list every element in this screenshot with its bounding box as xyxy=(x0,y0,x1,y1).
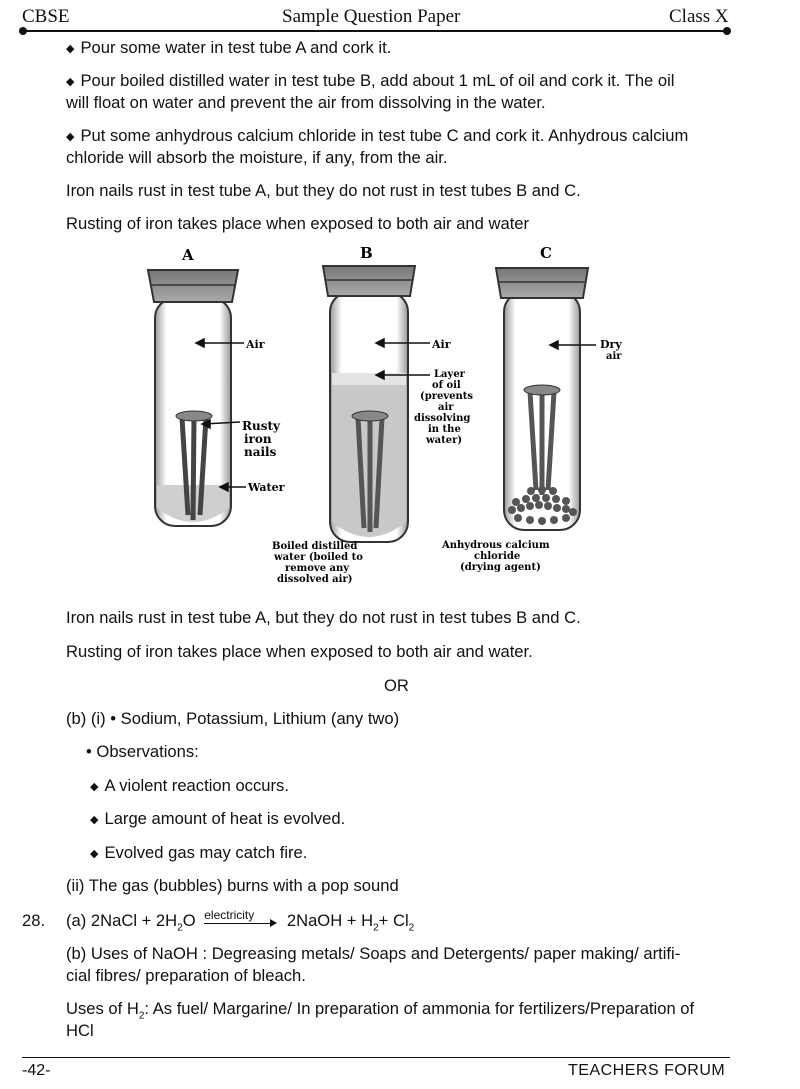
observation-1: ◆ A violent reaction occurs. xyxy=(90,775,289,799)
reaction-arrow xyxy=(204,908,278,926)
step-2-line2: will float on water and prevent the air from dissolving in the water. xyxy=(66,93,546,112)
page-number: -42- xyxy=(22,1062,51,1079)
dry-air-label-2: air xyxy=(606,351,622,362)
iron-label: iron xyxy=(244,432,272,446)
step-3-line2: chloride will absorb the moisture, if any, from the air. xyxy=(66,148,448,167)
equation-reactants: (a) 2NaCl + 2H xyxy=(66,911,178,930)
footer-rule xyxy=(22,1057,730,1058)
dry-air-label-1: Dry xyxy=(600,338,622,351)
tube-a-label: A xyxy=(182,246,194,264)
oil-label-7: water) xyxy=(426,435,463,446)
air-b-label: Air xyxy=(432,338,451,351)
boiled-label-3: remove any xyxy=(285,563,350,574)
air-a-label: Air xyxy=(246,338,265,351)
test-tube-b xyxy=(323,266,415,542)
header-rule xyxy=(22,30,728,32)
header-right: Class X xyxy=(669,6,729,27)
boiled-label-1: Boiled distilled xyxy=(272,541,358,552)
rule-dot-right xyxy=(723,27,731,35)
boiled-label-2: water (boiled to xyxy=(274,552,363,563)
header-title: Sample Question Paper xyxy=(282,6,461,27)
observation-2: ◆ Large amount of heat is evolved. xyxy=(90,808,345,832)
oil-label-1: Layer xyxy=(434,369,465,380)
tube-b-label: B xyxy=(360,244,373,262)
tube-c-label: C xyxy=(540,244,552,262)
anhydrous-label-2: chloride xyxy=(474,551,521,562)
header-left: CBSE xyxy=(22,6,70,27)
nails-label: nails xyxy=(244,445,277,459)
oil-label-2: of oil xyxy=(432,380,461,391)
conclusion-1: Iron nails rust in test tube A, but they do not rust in test tubes B and C. xyxy=(66,181,581,200)
footer-publisher: TEACHERS FORUM xyxy=(568,1062,726,1079)
anhydrous-label-1: Anhydrous calcium xyxy=(442,540,550,551)
equation-products: 2NaOH + H xyxy=(286,911,374,930)
question-number-28: 28. xyxy=(22,911,46,930)
or-label: OR xyxy=(384,676,409,695)
oil-label-3: (prevents xyxy=(420,391,474,402)
part-b-i: (b) (i) • Sodium, Potassium, Lithium (any two) xyxy=(66,709,400,728)
step-3-line1: ◆ Put some anhydrous calcium chloride in test tube C and cork it. Anhydrous calcium xyxy=(66,125,688,149)
h2-uses: Uses of $H_2$: As fuel/ Margarine/ In preparation of ammonia for fertilizers/Preparation of xyxy=(66,999,695,1022)
conclusion-3: Iron nails rust in test tube A, but they do not rust in test tubes B and C. xyxy=(66,608,581,627)
observation-3: ◆ Evolved gas may catch fire. xyxy=(90,842,307,866)
arrow-label: electricity xyxy=(204,908,255,922)
naoh-uses-line2: cial fibres/ preparation of bleach. xyxy=(66,966,306,985)
oil-label-5: dissolving xyxy=(414,413,471,424)
step-1: ◆ Pour some water in test tube A and cork it. xyxy=(66,37,391,61)
oil-label-6: in the xyxy=(428,424,461,435)
anhydrous-label-3: (drying agent) xyxy=(460,562,541,573)
rusting-experiment-figure xyxy=(140,240,640,590)
observations-heading: • Observations: xyxy=(86,742,199,761)
boiled-label-4: dissolved air) xyxy=(277,574,353,585)
naoh-uses-line1: (b) Uses of NaOH : Degreasing metals/ Soaps and Detergents/ paper making/ artifi- xyxy=(66,944,681,963)
equation: (a) 2NaCl + $2H_2O$ electricity 2NaOH + $H_2+ Cl_2$ xyxy=(66,910,414,939)
conclusion-2: Rusting of iron takes place when exposed to both air and water xyxy=(66,214,530,233)
part-b-ii: (ii) The gas (bubbles) burns with a pop sound xyxy=(66,876,399,895)
test-tube-c xyxy=(496,268,588,530)
step-2-line1: ◆ Pour boiled distilled water in test tube B, add about 1 mL of oil and cork it. The oil xyxy=(66,70,675,94)
rule-dot-left xyxy=(19,27,27,35)
water-label: Water xyxy=(248,481,285,494)
oil-label-4: air xyxy=(438,402,454,413)
hcl-line: HCl xyxy=(66,1021,94,1040)
rusty-label: Rusty xyxy=(242,419,280,433)
conclusion-4: Rusting of iron takes place when exposed to both air and water. xyxy=(66,642,533,661)
